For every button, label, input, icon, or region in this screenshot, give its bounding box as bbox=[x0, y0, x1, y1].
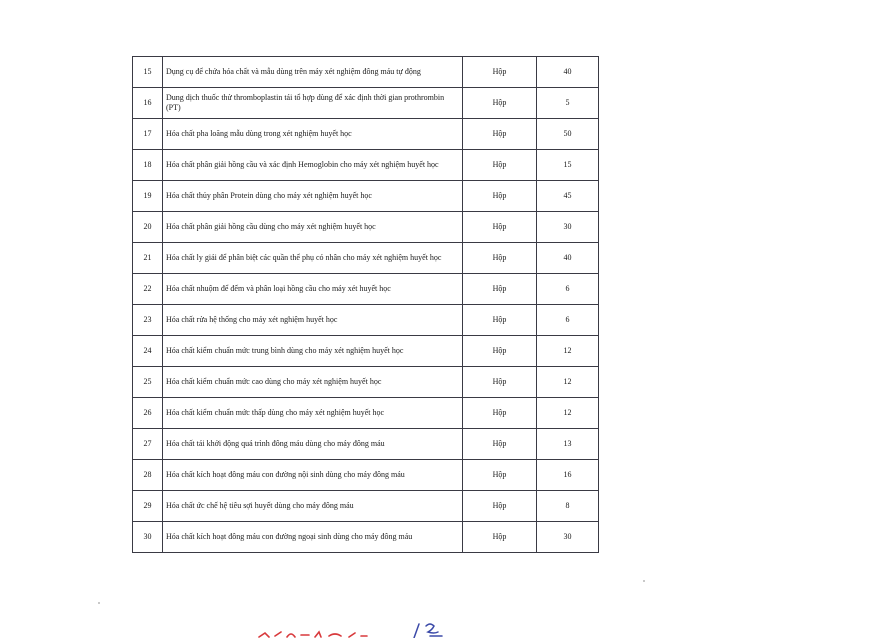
item-name: Hóa chất kiểm chuẩn mức thấp dùng cho máy xét nghiệm huyết học bbox=[163, 398, 463, 429]
item-unit: Hộp bbox=[463, 243, 537, 274]
table-row bbox=[133, 429, 599, 460]
table-row bbox=[133, 491, 599, 522]
item-quantity: 16 bbox=[537, 460, 599, 491]
supply-table-body bbox=[133, 57, 599, 553]
item-unit: Hộp bbox=[463, 460, 537, 491]
table-row bbox=[133, 150, 599, 181]
table-row bbox=[133, 336, 599, 367]
item-unit: Hộp bbox=[463, 88, 537, 119]
item-name: Dụng cụ để chứa hóa chất và mẫu dùng trên máy xét nghiệm đông máu tự động bbox=[163, 57, 463, 88]
item-unit: Hộp bbox=[463, 398, 537, 429]
item-name: Hóa chất nhuộm để đếm và phân loại hồng cầu cho máy xét huyết học bbox=[163, 274, 463, 305]
item-quantity: 12 bbox=[537, 367, 599, 398]
item-quantity: 5 bbox=[537, 88, 599, 119]
item-unit: Hộp bbox=[463, 367, 537, 398]
item-unit: Hộp bbox=[463, 522, 537, 553]
item-name: Hóa chất phân giải hồng cầu và xác định Hemoglobin cho máy xét nghiệm huyết học bbox=[163, 150, 463, 181]
row-number: 21 bbox=[133, 243, 163, 274]
table-row bbox=[133, 367, 599, 398]
row-number: 15 bbox=[133, 57, 163, 88]
row-number: 22 bbox=[133, 274, 163, 305]
item-quantity: 12 bbox=[537, 398, 599, 429]
item-quantity: 15 bbox=[537, 150, 599, 181]
item-unit: Hộp bbox=[463, 181, 537, 212]
row-number: 29 bbox=[133, 491, 163, 522]
item-quantity: 40 bbox=[537, 57, 599, 88]
item-quantity: 6 bbox=[537, 274, 599, 305]
table-row bbox=[133, 88, 599, 119]
item-unit: Hộp bbox=[463, 119, 537, 150]
item-quantity: 13 bbox=[537, 429, 599, 460]
item-name: Hóa chất kích hoạt đông máu con đường nội sinh dùng cho máy đông máu bbox=[163, 460, 463, 491]
item-name: Hóa chất tái khởi động quá trình đông máu dùng cho máy đông máu bbox=[163, 429, 463, 460]
table-row bbox=[133, 119, 599, 150]
item-quantity: 30 bbox=[537, 522, 599, 553]
table-row bbox=[133, 305, 599, 336]
item-name: Hóa chất kiểm chuẩn mức trung bình dùng cho máy xét nghiệm huyết học bbox=[163, 336, 463, 367]
row-number: 25 bbox=[133, 367, 163, 398]
table-row bbox=[133, 398, 599, 429]
row-number: 23 bbox=[133, 305, 163, 336]
item-quantity: 50 bbox=[537, 119, 599, 150]
item-name: Hóa chất thủy phân Protein dùng cho máy xét nghiệm huyết học bbox=[163, 181, 463, 212]
item-unit: Hộp bbox=[463, 274, 537, 305]
table-row bbox=[133, 243, 599, 274]
item-unit: Hộp bbox=[463, 429, 537, 460]
table-row bbox=[133, 460, 599, 491]
item-name: Hóa chất ức chế hệ tiêu sợi huyết dùng cho máy đông máu bbox=[163, 491, 463, 522]
row-number: 17 bbox=[133, 119, 163, 150]
row-number: 16 bbox=[133, 88, 163, 119]
item-name: Hóa chất kiểm chuẩn mức cao dùng cho máy xét nghiệm huyết học bbox=[163, 367, 463, 398]
table-row bbox=[133, 212, 599, 243]
item-name: Hóa chất kích hoạt đông máu con đường ngoại sinh dùng cho máy đông máu bbox=[163, 522, 463, 553]
scan-speck bbox=[643, 580, 645, 582]
row-number: 24 bbox=[133, 336, 163, 367]
item-name: Hóa chất rửa hệ thống cho máy xét nghiệm huyết học bbox=[163, 305, 463, 336]
table-row bbox=[133, 181, 599, 212]
item-unit: Hộp bbox=[463, 305, 537, 336]
item-name: Hóa chất pha loãng mẫu dùng trong xét nghiệm huyết học bbox=[163, 119, 463, 150]
row-number: 20 bbox=[133, 212, 163, 243]
scan-speck bbox=[98, 602, 100, 604]
item-quantity: 45 bbox=[537, 181, 599, 212]
item-quantity: 40 bbox=[537, 243, 599, 274]
item-name: Hóa chất ly giải để phân biệt các quần thể phụ có nhân cho máy xét nghiệm huyết học bbox=[163, 243, 463, 274]
item-quantity: 8 bbox=[537, 491, 599, 522]
item-quantity: 12 bbox=[537, 336, 599, 367]
row-number: 18 bbox=[133, 150, 163, 181]
row-number: 27 bbox=[133, 429, 163, 460]
red-signature-fragment bbox=[255, 626, 375, 638]
table-row bbox=[133, 57, 599, 88]
item-unit: Hộp bbox=[463, 212, 537, 243]
row-number: 28 bbox=[133, 460, 163, 491]
row-number: 30 bbox=[133, 522, 163, 553]
item-quantity: 30 bbox=[537, 212, 599, 243]
item-unit: Hộp bbox=[463, 336, 537, 367]
row-number: 26 bbox=[133, 398, 163, 429]
item-name: Dung dịch thuốc thử thromboplastin tái tổ hợp dùng để xác định thời gian prothrombin (PT) bbox=[163, 88, 463, 119]
item-unit: Hộp bbox=[463, 150, 537, 181]
table-row bbox=[133, 522, 599, 553]
item-quantity: 6 bbox=[537, 305, 599, 336]
table-row bbox=[133, 274, 599, 305]
item-unit: Hộp bbox=[463, 491, 537, 522]
row-number: 19 bbox=[133, 181, 163, 212]
item-name: Hóa chất phân giải hồng cầu dùng cho máy xét nghiệm huyết học bbox=[163, 212, 463, 243]
blue-signature-fragment bbox=[408, 620, 458, 638]
supply-table bbox=[132, 56, 599, 553]
item-unit: Hộp bbox=[463, 57, 537, 88]
